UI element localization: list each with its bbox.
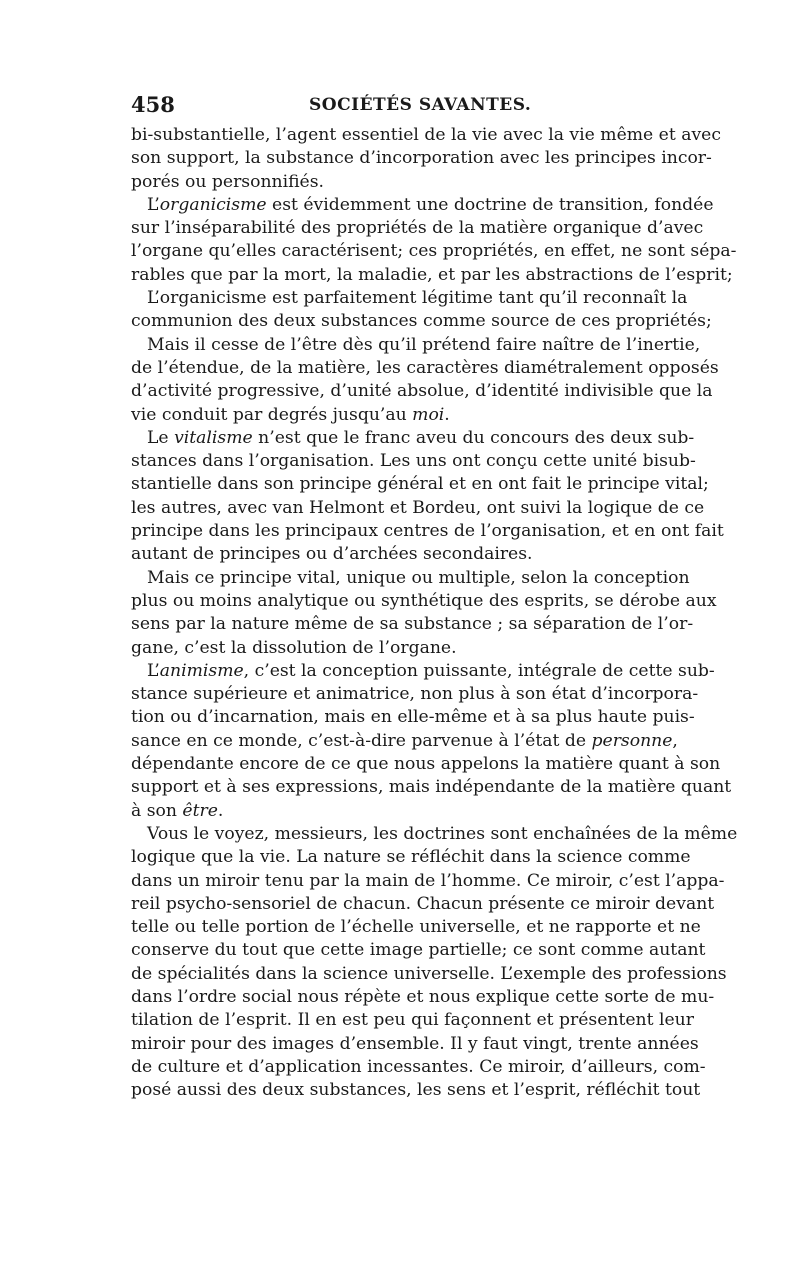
- text-line: [131, 730, 678, 753]
- text-line: stances dans l’organisation. Les uns ont conçu cette unité bisub-: [131, 451, 696, 472]
- body-text: [131, 124, 738, 1102]
- text-line: miroir pour des images d’ensemble. Il y faut vingt, trente années: [131, 1033, 699, 1054]
- text-line: [131, 404, 669, 427]
- text-line: son support, la substance d’incorporation avec les principes incor-: [131, 148, 712, 169]
- text-segment: sance en ce monde, c’est-à-dire parvenue à l’état de: [131, 730, 592, 751]
- italic-term: moi: [412, 404, 445, 425]
- italic-term: être: [182, 800, 218, 821]
- text-line: stantielle dans son principe général et en ont fait le principe vital;: [131, 474, 709, 495]
- text-line: dépendante encore de ce que nous appelons la matière quant à son: [131, 754, 721, 775]
- text-segment: est évidemment une doctrine de transition, fondée: [266, 194, 714, 215]
- text-line: [131, 194, 714, 217]
- italic-term: animisme: [159, 660, 244, 681]
- italic-term: vitalisme: [174, 427, 253, 448]
- text-line: gane, c’est la dissolution de l’organe.: [131, 637, 457, 658]
- text-line: principe dans les principaux centres de l’organisation, et en ont fait: [131, 521, 724, 542]
- text-line: l’organe qu’elles caractérisent; ces propriétés, en effet, ne sont sépa-: [131, 241, 737, 262]
- text-line: [131, 800, 669, 823]
- text-line: plus ou moins analytique ou synthétique des esprits, se dérobe aux: [131, 590, 717, 611]
- text-segment: , c’est la conception puissante, intégrale de cette sub-: [243, 660, 715, 681]
- text-line: reil psycho-sensoriel de chacun. Chacun présente ce miroir devant: [131, 893, 715, 914]
- text-segment: vie conduit par degrés jusqu’au: [131, 404, 413, 425]
- text-line: les autres, avec van Helmont et Bordeu, ont suivi la logique de ce: [131, 497, 705, 518]
- text-segment: à son: [131, 800, 183, 821]
- text-line: de spécialités dans la science universelle. L’exemple des professions: [131, 963, 727, 984]
- text-line: sens par la nature même de sa substance ; sa séparation de l’or-: [131, 614, 694, 635]
- text-line: porés ou personnifiés.: [131, 171, 325, 192]
- running-title: SOCIÉTÉS SAVANTES.: [309, 95, 532, 115]
- text-line: posé aussi des deux substances, les sens et l’esprit, réfléchit tout: [131, 1080, 701, 1101]
- text-segment: .: [217, 800, 224, 821]
- text-line: tilation de l’esprit. Il en est peu qui façonnent et présentent leur: [131, 1010, 694, 1031]
- text-line: d’activité progressive, d’unité absolue, d’identité indivisible que la: [131, 381, 713, 402]
- text-segment: n’est que le franc aveu du concours des deux sub-: [252, 427, 695, 448]
- text-line: de culture et d’application incessantes. Ce miroir, d’ailleurs, com-: [131, 1056, 706, 1077]
- text-segment: L’: [147, 194, 160, 215]
- page-header: [131, 92, 671, 120]
- text-line: tion ou d’incarnation, mais en elle-même et à sa plus haute puis-: [131, 707, 695, 728]
- text-segment: ,: [672, 730, 678, 751]
- text-line: telle ou telle portion de l’échelle universelle, et ne rapporte et ne: [131, 917, 701, 938]
- text-line: [131, 427, 695, 450]
- text-segment: Le: [147, 427, 175, 448]
- text-line: logique que la vie. La nature se réfléchit dans la science comme: [131, 847, 691, 868]
- text-line: rables que par la mort, la maladie, et par les abstractions de l’esprit;: [131, 264, 733, 285]
- text-line: support et à ses expressions, mais indépendante de la matière quant: [131, 777, 732, 798]
- text-line: sur l’inséparabilité des propriétés de la matière organique d’avec: [131, 218, 704, 239]
- text-line: bi-substantielle, l’agent essentiel de la vie avec la vie même et avec: [131, 125, 721, 145]
- text-line: Mais ce principe vital, unique ou multiple, selon la conception: [147, 567, 690, 588]
- text-line: stance supérieure et animatrice, non plus à son état d’incorpora-: [131, 684, 699, 705]
- text-segment: .: [444, 404, 450, 425]
- italic-term: organicisme: [159, 194, 267, 215]
- text-line: [131, 660, 715, 683]
- text-line: de l’étendue, de la matière, les caractères diamétralement opposés: [131, 357, 719, 378]
- italic-term: personne: [591, 730, 673, 751]
- text-line: autant de principes ou d’archées secondaires.: [131, 544, 533, 565]
- text-line: dans l’ordre social nous répète et nous explique cette sorte de mu-: [131, 986, 715, 1007]
- text-line: conserve du tout que cette image partielle; ce sont comme autant: [131, 940, 706, 961]
- text-line: communion des deux substances comme source de ces propriétés;: [131, 311, 712, 332]
- text-segment: L’: [147, 660, 160, 681]
- text-line: L’organicisme est parfaitement légitime tant qu’il reconnaît la: [147, 288, 688, 309]
- text-line: Vous le voyez, messieurs, les doctrines sont enchaînées de la même: [147, 823, 738, 844]
- page-number: 458: [131, 92, 175, 117]
- text-line: dans un miroir tenu par la main de l’homme. Ce miroir, c’est l’appa-: [131, 870, 725, 891]
- text-line: Mais il cesse de l’être dès qu’il prétend faire naître de l’inertie,: [147, 334, 701, 355]
